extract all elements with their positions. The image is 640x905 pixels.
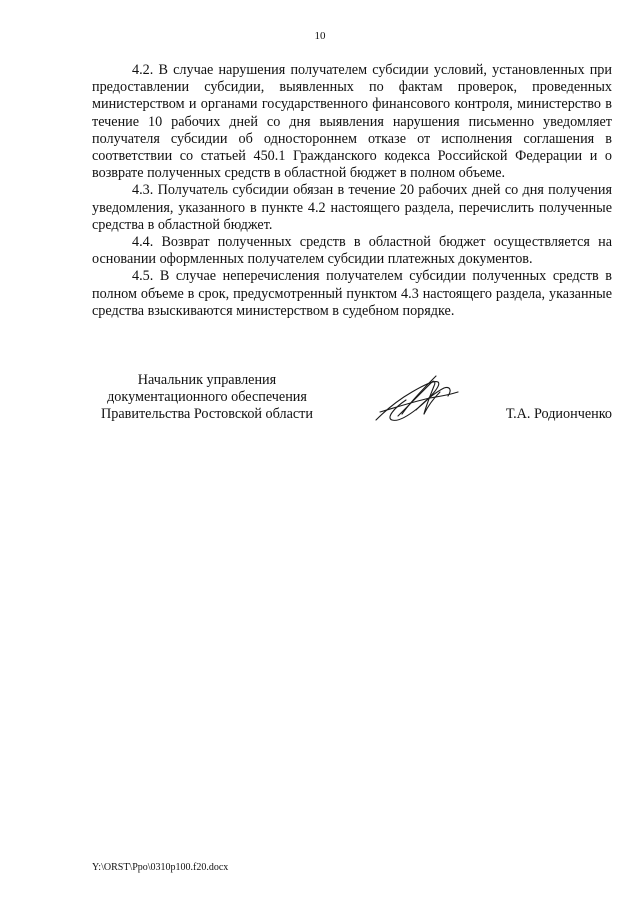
signer-name: Т.А. Родионченко bbox=[505, 406, 612, 422]
body-text bbox=[92, 62, 612, 320]
signer-position-line-2: документационного обеспечения bbox=[107, 389, 307, 405]
signer-position-line-3: Правительства Ростовской области bbox=[101, 406, 313, 422]
paragraph-4-2: 4.2. В случае нарушения получателем субсидии условий, установленных при предоставлении субсидии, выявленных по фактам проверок, проведенных министерством и органами государственного финансового контроля, министерство в течение 10 рабочих дней со дня выявления нарушения письменно уведомляет получателя субсидии об одностороннем отказе от исполнения соглашения в соответствии со статьей 450.1 Гражданского кодекса Российской Федерации и о возврате полученных средств в областной бюджет в полном объеме. bbox=[92, 62, 612, 182]
paragraph-4-3: 4.3. Получатель субсидии обязан в течение 20 рабочих дней со дня получения уведомления, указанного в пункте 4.2 настоящего раздела, перечислить полученные средства в областной бюджет. bbox=[92, 182, 612, 233]
signer-position bbox=[92, 372, 322, 423]
signature-block bbox=[92, 372, 612, 432]
page-number: 10 bbox=[314, 30, 326, 42]
signer-position-line-1: Начальник управления bbox=[137, 372, 277, 388]
paragraph-4-4: 4.4. Возврат полученных средств в областной бюджет осуществляется на основании оформленных получателем субсидии платежных документов. bbox=[92, 234, 612, 268]
paragraph-4-5: 4.5. В случае неперечисления получателем субсидии полученных средств в полном объеме в срок, предусмотренный пунктом 4.3 настоящего раздела, указанные средства взыскиваются министерством в судебном порядке. bbox=[92, 268, 612, 319]
file-path-footer: Y:\ORST\Ppo\0310p100.f20.docx bbox=[92, 862, 229, 873]
handwritten-signature bbox=[372, 370, 462, 428]
